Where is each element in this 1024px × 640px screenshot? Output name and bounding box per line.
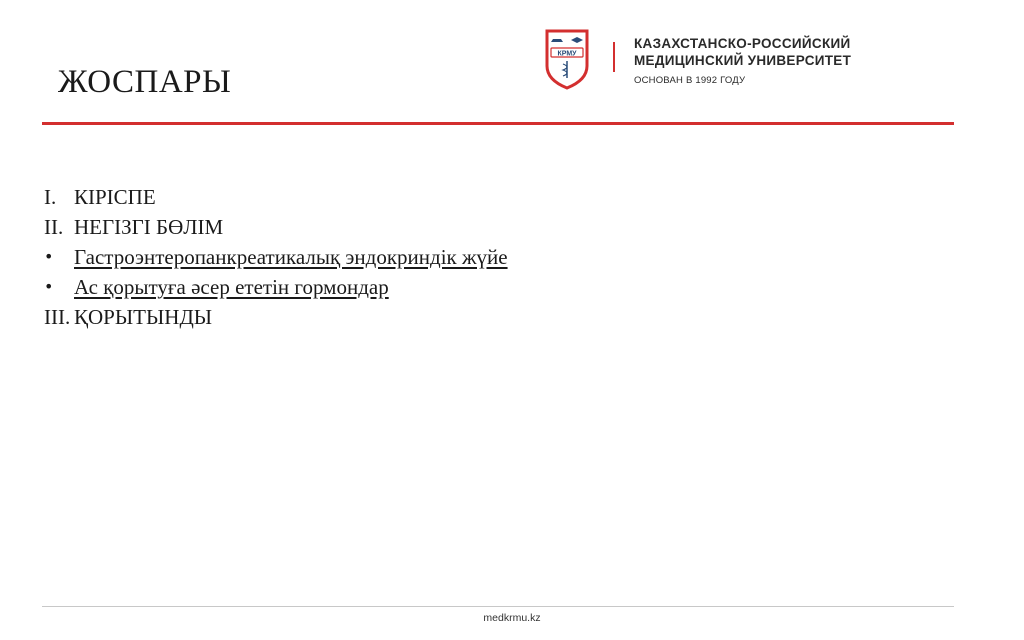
outline-item-text: НЕГІЗГІ БӨЛІМ [74,215,224,239]
outline-numeral: II. [44,215,64,239]
outline-item-intro [44,182,804,212]
outline-numeral: I. [44,185,57,209]
university-emblem-icon [543,28,591,90]
outline-link-endocrine-system[interactable]: Гастроэнтеропанкреатикалық эндокриндік жүйе [74,245,508,269]
outline-subitem-endocrine-system[interactable] [44,242,804,272]
outline-item-conclusion [44,302,804,332]
bullet-icon: • [44,247,54,266]
outline-item-text: КІРІСПЕ [74,185,156,209]
outline-subitem-digestive-hormones[interactable] [44,272,804,302]
outline-link-digestive-hormones[interactable]: Ас қорытуға әсер ететін гормондар [74,275,389,299]
bullet-icon: • [44,277,54,296]
title-divider [42,122,954,125]
outline-numeral: III. [44,305,71,329]
outline-item-main [44,212,804,242]
footer-website: medkrmu.kz [483,612,541,624]
university-name-line2: МЕДИЦИНСКИЙ УНИВЕРСИТЕТ [634,53,852,68]
university-logo [540,26,900,96]
emblem-text: КРМУ [557,50,577,58]
slide-title: ЖОСПАРЫ [58,64,232,100]
outline-item-text: ҚОРЫТЫНДЫ [74,305,213,329]
university-name-line1: КАЗАХСТАНСКО-РОССИЙСКИЙ [634,36,851,51]
plan-outline [44,182,804,332]
logo-divider [613,42,615,72]
university-founded: ОСНОВАН В 1992 ГОДУ [634,75,746,86]
university-name [634,35,851,86]
footer-divider [42,606,954,607]
